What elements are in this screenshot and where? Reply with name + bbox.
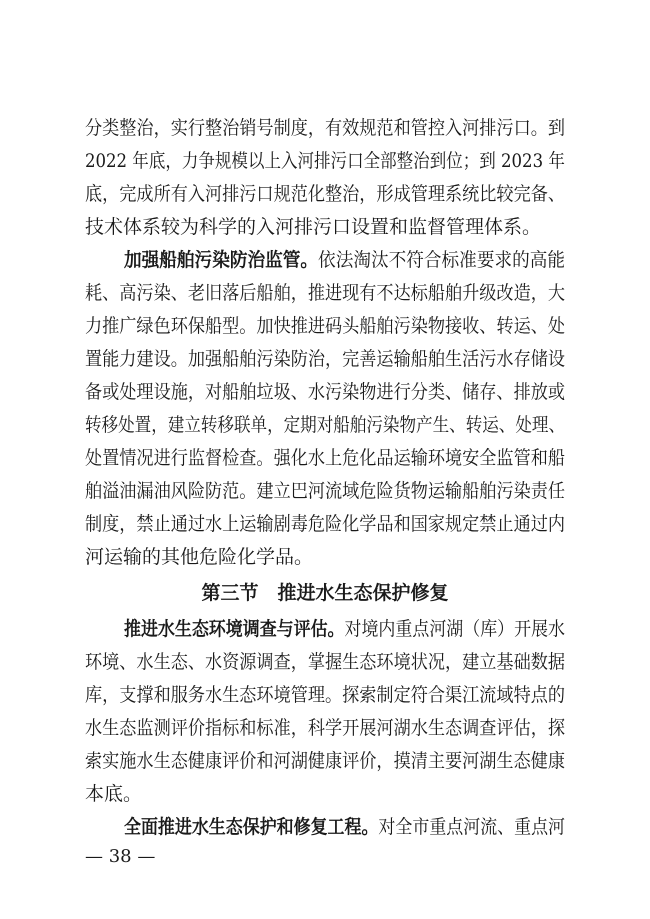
text-line (0, 212, 650, 242)
text-line (0, 713, 650, 743)
text-line-content: 索实施水生态健康评价和河湖健康评价，摸清主要河湖生态健康 (85, 750, 566, 772)
text-line (0, 746, 650, 776)
text-line (0, 647, 650, 677)
text-line-content: 对境内重点河湖（库）开展水 (344, 618, 566, 640)
paragraph-lead: 推进水生态环境调查与评估。 (124, 618, 345, 640)
page-number: — 38 — (85, 846, 156, 867)
text-line-content: 制度，禁止通过水上运输剧毒危险化学品和国家规定禁止通过内 (85, 513, 566, 535)
text-line-content: 依法淘汰不符合标准要求的高能 (318, 249, 566, 271)
section-heading-text: 第三节 推进水生态保护修复 (201, 582, 449, 604)
paragraph-first-line (0, 245, 650, 275)
text-line (0, 443, 650, 473)
text-line (0, 779, 650, 809)
paragraph-lead: 全面推进水生态保护和修复工程。 (124, 816, 379, 838)
text-line-content: 耗、高污染、老旧落后船舶，推进现有不达标船舶升级改造，大 (85, 282, 566, 304)
text-line (0, 344, 650, 374)
text-line-content: 2022 年底，力争规模以上入河排污口全部整治到位；到 2023 年 (85, 150, 565, 172)
text-line-content: 水生态监测评价指标和标准，科学开展河湖水生态调查评估，探 (85, 717, 566, 739)
text-line (0, 509, 650, 539)
text-line-content: 本底。 (85, 783, 143, 805)
text-line (0, 542, 650, 572)
text-line (0, 410, 650, 440)
text-line (0, 278, 650, 308)
text-line-content: 转移处置，建立转移联单，定期对船舶污染物产生、转运、处理、 (85, 414, 566, 436)
text-line (0, 680, 650, 710)
text-line-content: 舶溢油漏油风险防范。建立巴河流域危险货物运输船舶污染责任 (85, 480, 566, 502)
text-line-content: 置能力建设。加强船舶污染防治，完善运输船舶生活污水存储设 (85, 348, 566, 370)
text-line-content: 对全市重点河流、重点河 (378, 816, 566, 838)
paragraph-lead: 加强船舶污染防治监管。 (124, 249, 319, 271)
paragraph-first-line (0, 614, 650, 644)
text-line-content: 底，完成所有入河排污口规范化整治，形成管理系统比较完备、 (85, 183, 566, 205)
text-line (0, 113, 650, 143)
text-line-content: 河运输的其他危险化学品。 (85, 546, 314, 568)
text-line-content: 环境、水生态、水资源调查，掌握生态环境状况，建立基础数据 (85, 651, 566, 673)
text-line-content: 力推广绿色环保船型。加快推进码头船舶污染物接收、转运、处 (85, 315, 566, 337)
text-line-content: 分类整治，实行整治销号制度，有效规范和管控入河排污口。到 (85, 117, 566, 139)
text-line (0, 146, 650, 176)
text-line-content: 备或处理设施，对船舶垃圾、水污染物进行分类、储存、排放或 (85, 381, 566, 403)
text-line (0, 377, 650, 407)
text-line (0, 311, 650, 341)
text-line-content: 技术体系较为科学的入河排污口设置和监督管理体系。 (85, 216, 542, 238)
text-line (0, 476, 650, 506)
text-line-content: 处置情况进行监督检查。强化水上危化品运输环境安全监管和船 (85, 447, 566, 469)
paragraph-first-line (0, 812, 650, 842)
text-line (0, 179, 650, 209)
text-line-content: 库，支撑和服务水生态环境管理。探索制定符合渠江流域特点的 (85, 684, 566, 706)
section-heading (0, 578, 650, 608)
